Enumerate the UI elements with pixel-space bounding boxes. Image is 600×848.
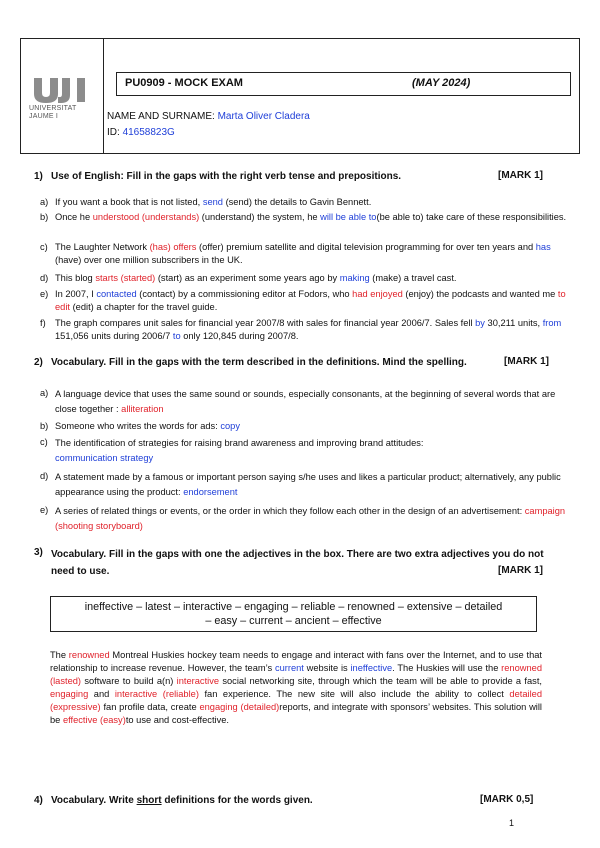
- answer: engaging (detailed): [199, 702, 280, 712]
- page-number: 1: [509, 818, 515, 828]
- item-label: e): [40, 505, 49, 515]
- item-label: a): [40, 388, 49, 398]
- answer: had enjoyed: [352, 289, 403, 299]
- answer: contacted: [96, 289, 137, 299]
- question-number: 1): [34, 171, 43, 182]
- answer: send: [202, 197, 223, 207]
- answer: to edit: [55, 289, 566, 312]
- question-title: Vocabulary. Write short definitions for the words given.: [51, 795, 313, 806]
- exam-header: [20, 38, 580, 154]
- uji-logo-icon: [33, 77, 91, 103]
- item-label: b): [40, 212, 49, 222]
- question-number: 2): [34, 357, 43, 368]
- answer: ineffective: [350, 663, 393, 673]
- answer: alliteration: [121, 404, 164, 414]
- question-number: 4): [34, 795, 43, 806]
- adjective-word-box: [50, 596, 537, 632]
- item-label: f): [40, 318, 46, 328]
- answer: campaign (shooting storyboard): [55, 506, 566, 531]
- answer: by: [475, 318, 485, 328]
- logo-line-2: JAUME I: [29, 113, 59, 120]
- student-name-line: [107, 111, 310, 122]
- item-label: a): [40, 197, 49, 207]
- item-label: c): [40, 242, 48, 252]
- question-2-mark: [MARK 1]: [504, 356, 549, 367]
- answer: current: [274, 663, 304, 673]
- answer: endorsement: [183, 487, 238, 497]
- item-label: d): [40, 471, 49, 481]
- question-title: Vocabulary. Fill in the gaps with one the adjectives in the box. There are two extra adjectives you do not need to use.: [51, 549, 544, 577]
- answer: effective (easy): [62, 715, 126, 725]
- answer: (has) offers: [149, 242, 197, 252]
- logo-cell: [21, 39, 104, 153]
- student-name: Marta Oliver Cladera: [217, 111, 310, 122]
- answer: engaging: [50, 689, 89, 699]
- answer: has: [535, 242, 551, 252]
- name-label: NAME AND SURNAME:: [107, 111, 218, 122]
- answer: will be able to: [320, 212, 377, 222]
- question-4-mark: [MARK 0,5]: [480, 794, 534, 805]
- logo-text: [29, 105, 99, 121]
- answer: making: [339, 273, 370, 283]
- student-id: 41658823G: [122, 127, 175, 138]
- answer: copy: [220, 421, 240, 431]
- q3-paragraph: The renowned Montreal Huskies hockey team needs to engage and interact with fans over the Internet, and to use that relationship to increase revenue. However, the team’s current website is ineffective. The Huskies will use the renowned (lasted) software to build a(n) interactive social networking site, through which the team will be able to provide a fast, engaging and interactive (reliable) fan experience. The new site will also include the ability to collect detailed (expressive) fan profile data, create engaging (detailed)reports, and integrate with sponsors’ websites. This solution will be effective (easy)to use and cost-effective.: [50, 650, 542, 725]
- question-title: Vocabulary. Fill in the gaps with the term described in the definitions. Mind the spelling.: [51, 357, 467, 368]
- id-label: ID:: [107, 127, 123, 138]
- logo-line-1: UNIVERSITAT: [29, 105, 77, 112]
- exam-date: (MAY 2024): [412, 77, 471, 89]
- answer: detailed (expressive): [50, 689, 542, 712]
- item-label: d): [40, 273, 49, 283]
- word-box-line-1: ineffective – latest – interactive – engaging – reliable – renowned – extensive – detailed: [84, 601, 503, 613]
- exam-page: UNIVERSITAT JAUME I PU0909 - MOCK EXAM (MAY 2024) NAME AND SURNAME: Marta Oliver Cladera ID: 41658823G 1) Use of English: Fill in the gaps with the right verb tense and prepositions. [MARK 1] a) If you want a book that is not listed, send (send) the details to Gavin Bennett. b) Once he understood (understands) (understand) the system, he will be able to(be able to) take care of these responsibilities. c) The Laughter Network (has) offers (offer) premium satellite and digital television programming for over ten years and has (have) over one million subscribers in the UK. d) This blog starts (started) (start) as an experiment some years ago by making (make) a travel cast. e) In 2007, I contacted (contact) by a commissioning editor at Fodors, who had enjoyed (enjoy) the podcasts and wanted me to edit (edit) a chapter for the travel guide. f) The graph compares unit sales for financial year 2007/8 with sales for financial year 2006/7. Sales fell by 30,211 units, from 151,056 units during 2006/7 to only 120,845 during 2007/8. 2) Vocabulary. Fill in the gaps with the term described in the definitions. Mind the spelling. [MARK 1] a) A language device that uses the same sound or sounds, especially consonants, at the beginning of several words that are close together : alliteration b) Someone who writes the words for ads: copy c) The identification of strategies for raising brand awareness and improving brand attitudes: communication strategy d) A statement made by a famous or important person saying s/he uses and likes a particular product; alternatively, any public appearance using the product: endorsement e) A series of related things or events, or the order in which they follow each other in the design of an advertisement: campaign (shooting storyboard) 3) Vocabulary. Fill in the gaps with one the adjectives in the box. There are two extra adjectives you do not need to use. [MARK 1] ineffective – latest – interactive – engaging – reliable – renowned – extensive – detailed – easy – current – ancient – effective The renowned Montreal Huskies hockey team needs to engage and interact with fans over the Internet, and to use that relationship to increase revenue. However, the team’s current website is ineffective. The Huskies will use the renowned (lasted) software to build a(n) interactive social networking site, through which the team will be able to provide a fast, engaging and interactive (reliable) fan experience. The new site will also include the ability to collect detailed (expressive) fan profile data, create engaging (detailed)reports, and integrate with sponsors’ websites. This solution will be effective (easy)to use and cost-effective. 4) Vocabulary. Write short definitions for the words given. [MARK 0,5] 1: [0, 0, 600, 848]
- answer: understood (understands): [92, 212, 200, 222]
- answer: interactive: [176, 676, 220, 686]
- answer: from: [542, 318, 562, 328]
- item-label: c): [40, 437, 48, 447]
- exam-title-box: [116, 72, 571, 96]
- exam-code: PU0909 - MOCK EXAM: [125, 77, 243, 89]
- word-box-line-2: – easy – current – ancient – effective: [205, 615, 382, 627]
- question-1-mark: [MARK 1]: [498, 170, 543, 181]
- answer: starts (started): [95, 273, 156, 283]
- student-id-line: [107, 127, 175, 138]
- question-number: 3): [34, 547, 43, 558]
- answer: renowned (lasted): [50, 663, 542, 686]
- item-label: b): [40, 421, 49, 431]
- answer: to: [172, 331, 181, 341]
- question-3-mark: [MARK 1]: [498, 565, 543, 576]
- answer: interactive (reliable): [114, 689, 199, 699]
- question-title: Use of English: Fill in the gaps with the right verb tense and prepositions.: [51, 171, 402, 182]
- item-label: e): [40, 289, 49, 299]
- answer: renowned: [68, 650, 110, 660]
- answer: communication strategy: [55, 453, 154, 463]
